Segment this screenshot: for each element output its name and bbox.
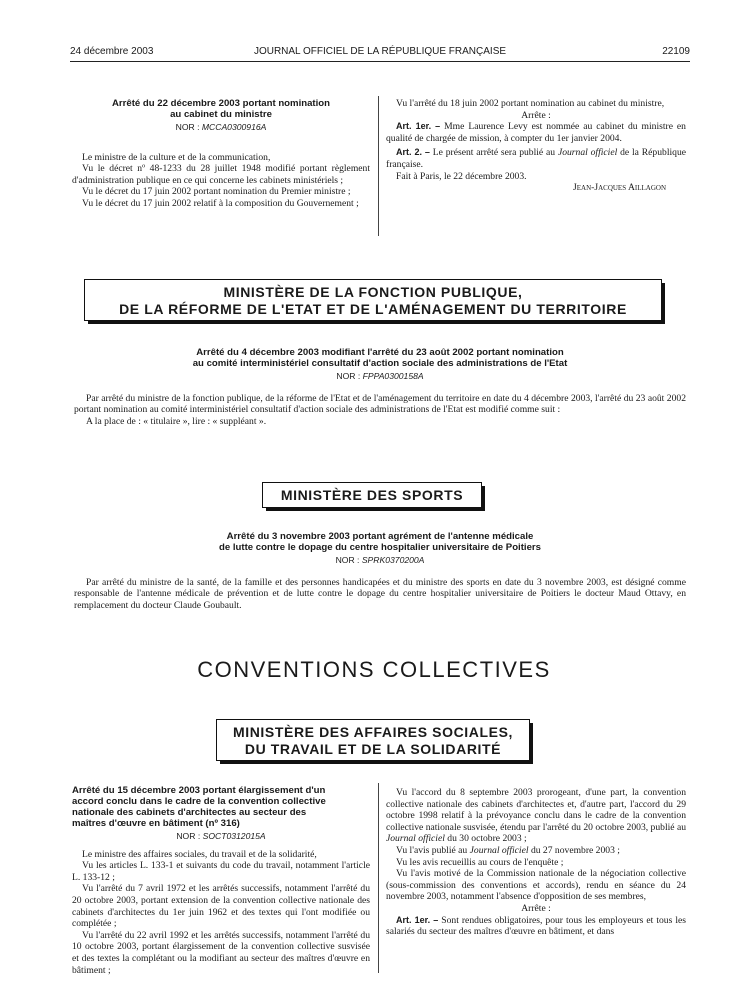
section1-title: Arrêté du 22 décembre 2003 portant nomination au cabinet du ministre <box>111 98 331 120</box>
column-separator <box>378 96 379 236</box>
section4-para: Vu les articles L. 133-1 et suivants du code du travail, notamment l'article L. 133-12 ; <box>72 860 370 883</box>
section1-art1: Art. 1er. – Mme Laurence Levy est nommée au cabinet du ministre en qualité de chargée de mission, à compter du 1er janvier 2004. <box>386 121 686 144</box>
ministry-box-affaires-sociales <box>216 719 530 761</box>
section1-para: Le ministre de la culture et de la communication, <box>82 151 271 163</box>
header-rule <box>70 61 690 62</box>
section4-para: Vu l'arrêté du 7 avril 1972 et les arrêtés successifs, notamment l'arrêté du 20 octobre 2003, portant extension de la convention collective nationale des cabinets d'architectes du 1er juin 1962 et des textes qui l'ont modifiée ou complétée ; <box>72 883 370 930</box>
issue-date: 24 décembre 2003 <box>70 46 154 57</box>
section2-para: A la place de : « titulaire », lire : « suppléant ». <box>86 415 267 427</box>
section4-para: Vu l'arrêté du 22 avril 1992 et les arrêtés successifs, notamment l'arrêté du 10 octobre 2003, portant élargissement de la convention collective susvisée et des textes la complétant ou la modifiant au secteur des maîtres d'œuvre en bâtiment ; <box>72 929 370 976</box>
section1-para: Vu le décret du 17 juin 2002 relatif à la composition du Gouvernement ; <box>82 197 359 209</box>
ministry-line: DE LA RÉFORME DE L'ETAT ET DE L'AMÉNAGEMENT DU TERRITOIRE <box>119 301 627 317</box>
section1-fait: Fait à Paris, le 22 décembre 2003. <box>396 170 527 182</box>
section4-vu: Vu l'accord du 8 septembre 2003 prorogeant, d'une part, la convention collective nationale des cabinets d'architectes et, d'autre part, l'accord du 29 octobre 1998 relatif à la prévoyance conclu dans le cadre de la convention collective nationale susvisée, étendu par l'arrêté du 20 octobre 2003, publié au Journal officiel du 30 octobre 2003 ; <box>386 787 686 845</box>
section4-nor: NOR : SOCT0312015A <box>176 831 266 841</box>
section4-para: Le ministre des affaires sociales, du travail et de la solidarité, <box>82 848 317 860</box>
section4-vu: Vu l'avis publié au Journal officiel du 27 novembre 2003 ; <box>396 844 620 856</box>
section1-arrete: Arrête : <box>521 109 551 121</box>
section2-para: Par arrêté du ministre de la fonction publique, de la réforme de l'Etat et de l'aménagement du territoire en date du 4 décembre 2003, l'arrêté du 23 août 2002 portant nomination au comité interministériel consultatif d'action sociale des administrations de l'Etat est modifié comme suit : <box>74 392 686 416</box>
section2 <box>74 347 686 427</box>
section1-art2: Art. 2. – Le présent arrêté sera publié au Journal officiel de la République française. <box>386 147 686 170</box>
section4-arrete: Arrête : <box>521 902 551 914</box>
section1-para: Vu le décret du 17 juin 2002 portant nomination du Premier ministre ; <box>82 186 351 198</box>
section4-title: Arrêté du 15 décembre 2003 portant élargissement d'un accord conclu dans le cadre de la convention collective nationale des cabinets d'architectes au secteur des maîtres d'œuvre en bâtiment (nº 316) <box>72 785 326 829</box>
page-number: 22109 <box>662 46 690 57</box>
ministry-box-fonction-publique <box>84 279 662 321</box>
journal-title: JOURNAL OFFICIEL DE LA RÉPUBLIQUE FRANÇAISE <box>253 46 507 57</box>
section3 <box>74 531 686 611</box>
section2-nor: NOR : FPPA0300158A <box>336 371 424 381</box>
section3-title: Arrêté du 3 novembre 2003 portant agrément de l'antenne médicale de lutte contre le dopage du centre hospitalier universitaire de Poitiers <box>218 531 541 553</box>
ministry-line: MINISTÈRE DES AFFAIRES SOCIALES, <box>232 724 514 740</box>
section1-left-column <box>72 98 370 210</box>
section1-signature: Jean-Jacques Aillagon <box>573 182 666 194</box>
section4-right-column <box>386 787 686 938</box>
ministry-line: MINISTÈRE DES SPORTS <box>280 487 464 503</box>
running-header <box>70 46 690 62</box>
ministry-box-sports <box>262 482 482 508</box>
section3-para: Par arrêté du ministre de la santé, de la famille et des personnes handicapées et du ministre des sports en date du 3 novembre 2003, est désigné comme responsable de l'antenne médicale de prévention et de lutte contre le dopage du centre hospitalier universitaire de Poitiers le docteur Maud Ottavy, en remplacement du docteur Claude Goubault. <box>74 576 686 611</box>
section4-vu: Vu l'avis motivé de la Commission nationale de la négociation collective (sous-commission des conventions et accords), rendu en séance du 24 novembre 2003, notamment l'absence d'opposition de ses membres, <box>386 868 686 903</box>
section1-nor: NOR : MCCA0300916A <box>175 122 267 132</box>
section4-vu: Vu les avis recueillis au cours de l'enquête ; <box>396 856 564 868</box>
conventions-collectives-title: CONVENTIONS COLLECTIVES <box>197 657 551 682</box>
column-separator <box>378 783 379 973</box>
section2-title: Arrêté du 4 décembre 2003 modifiant l'arrêté du 23 août 2002 portant nomination au comité interministériel consultatif d'action sociale des administrations de l'Etat <box>192 347 568 369</box>
ministry-line: DU TRAVAIL ET DE LA SOLIDARITÉ <box>244 741 502 757</box>
section1-right-column <box>386 98 686 194</box>
section1-vu: Vu l'arrêté du 18 juin 2002 portant nomination au cabinet du ministre, <box>396 98 665 109</box>
ministry-line: MINISTÈRE DE LA FONCTION PUBLIQUE, <box>223 284 523 300</box>
section4-left-column <box>72 785 370 976</box>
section1-para: Vu le décret nº 48-1233 du 28 juillet 1948 modifié portant règlement d'administration publique en ce qui concerne les cabinets ministériels ; <box>72 163 370 186</box>
section3-nor: NOR : SPRK0370200A <box>335 555 425 565</box>
section4-art1: Art. 1er. – Sont rendues obligatoires, pour tous les employeurs et tous les salariés du secteur des maîtres d'œuvre en bâtiment, et dans <box>386 914 687 938</box>
